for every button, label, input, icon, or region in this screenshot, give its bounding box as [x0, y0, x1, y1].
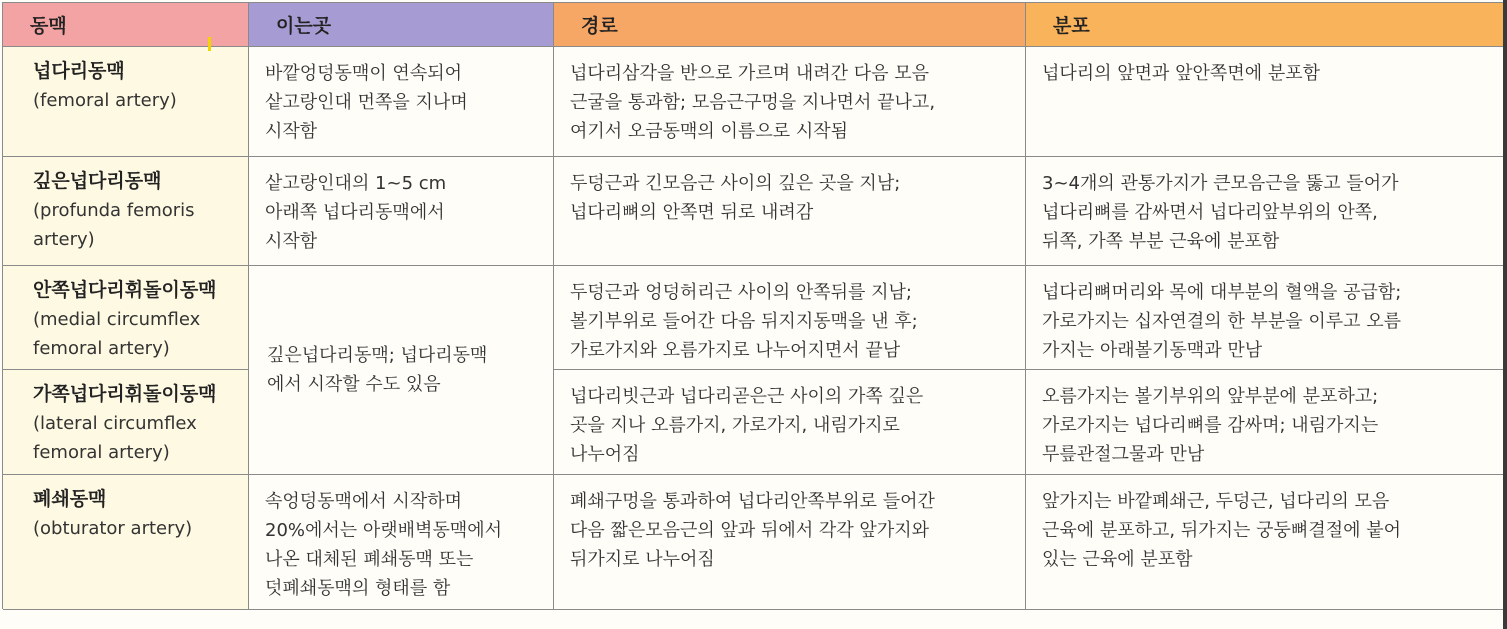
distribution-text: 3~4개의 관통가지가 큰모음근을 뚫고 들어가 넙다리뼈를 감싸면서 넙다리앞부위의 안쪽, 뒤쪽, 가쪽 부분 근육에 분포함	[1042, 173, 1399, 252]
distribution-cell	[1026, 370, 1504, 475]
header-route: 경로	[554, 3, 1026, 47]
artery-name-english: (obturator artery)	[33, 518, 193, 539]
artery-name-cell	[3, 47, 249, 157]
header-origin: 이는곳	[249, 3, 554, 47]
distribution-text: 오름가지는 볼기부위의 앞부분에 분포하고; 가로가지는 넙다리뼈를 감싸며; 내림가지는 무릎관절그물과 만남	[1042, 386, 1379, 465]
route-text: 폐쇄구멍을 통과하여 넙다리안쪽부위로 들어간 다음 짧은모음근의 앞과 뒤에서 각각 앞가지와 뒤가지로 나누어짐	[570, 491, 935, 570]
route-cell	[554, 266, 1026, 370]
route-cell	[554, 475, 1026, 610]
distribution-cell	[1026, 157, 1504, 266]
distribution-text: 넙다리의 앞면과 앞안쪽면에 분포함	[1042, 63, 1320, 84]
artery-name-korean: 안쪽넙다리휘돌이동맥	[33, 279, 217, 301]
distribution-cell	[1026, 266, 1504, 370]
distribution-cell	[1026, 475, 1504, 610]
origin-text: 샅고랑인대의 1~5 cm 아래쪽 넙다리동맥에서 시작함	[265, 173, 447, 252]
artery-name-cell	[3, 370, 249, 475]
distribution-cell	[1026, 47, 1504, 157]
origin-cell	[249, 47, 554, 157]
artery-name-korean: 폐쇄동맥	[33, 488, 107, 510]
distribution-text: 넙다리뼈머리와 목에 대부분의 혈액을 공급함; 가로가지는 십자연결의 한 부분을 이루고 오름 가지는 아래볼기동맥과 만남	[1042, 282, 1402, 361]
route-cell	[554, 47, 1026, 157]
origin-cell	[249, 157, 554, 266]
route-text: 넙다리빗근과 넙다리곧은근 사이의 가쪽 깊은 곳을 지나 오름가지, 가로가지, 내림가지로 나누어짐	[570, 386, 924, 465]
shared-origin-text: 깊은넙다리동맥; 넙다리동맥 에서 시작할 수도 있음	[267, 345, 488, 395]
artery-table	[2, 2, 1503, 609]
header-artery: 동맥	[3, 3, 249, 47]
origin-text: 속엉덩동맥에서 시작하며 20%에서는 아랫배벽동맥에서 나온 대체된 폐쇄동맥 또는 덧폐쇄동맥의 형태를 함	[265, 491, 502, 599]
route-text: 넙다리삼각을 반으로 가르며 내려간 다음 모음 근굴을 통과함; 모음근구멍을 지나면서 끝나고, 여기서 오금동맥의 이름으로 시작됨	[570, 63, 936, 142]
artery-name-korean: 깊은넙다리동맥	[33, 170, 162, 192]
origin-cell	[249, 475, 554, 610]
distribution-text: 앞가지는 바깥폐쇄근, 두덩근, 넙다리의 모음 근육에 분포하고, 뒤가지는 궁둥뼈결절에 붙어 있는 근육에 분포함	[1042, 491, 1401, 570]
route-cell	[554, 370, 1026, 475]
artery-name-english: (medial circumflex femoral artery)	[33, 309, 201, 359]
route-text: 두덩근과 엉덩허리근 사이의 안쪽뒤를 지남; 볼기부위로 들어간 다음 뒤지지동맥을 낸 후; 가로가지와 오름가지로 나누어지면서 끝남	[570, 282, 918, 361]
artery-name-english: (profunda femoris artery)	[33, 200, 195, 250]
artery-name-english: (femoral artery)	[33, 90, 177, 111]
shared-origin-cell	[249, 266, 554, 475]
artery-name-cell	[3, 266, 249, 370]
window-edge	[1503, 0, 1507, 629]
artery-name-korean: 넙다리동맥	[33, 60, 125, 82]
artery-name-english: (lateral circumflex femoral artery)	[33, 413, 197, 463]
origin-text: 바깥엉덩동맥이 연속되어 샅고랑인대 먼쪽을 지나며 시작함	[265, 63, 468, 142]
text-cursor-marker	[208, 37, 211, 51]
artery-name-korean: 가쪽넙다리휘돌이동맥	[33, 383, 217, 405]
artery-name-cell	[3, 475, 249, 610]
header-distribution: 분포	[1026, 3, 1504, 47]
artery-name-cell	[3, 157, 249, 266]
route-text: 두덩근과 긴모음근 사이의 깊은 곳을 지남; 넙다리뼈의 안쪽면 뒤로 내려감	[570, 173, 901, 223]
route-cell	[554, 157, 1026, 266]
